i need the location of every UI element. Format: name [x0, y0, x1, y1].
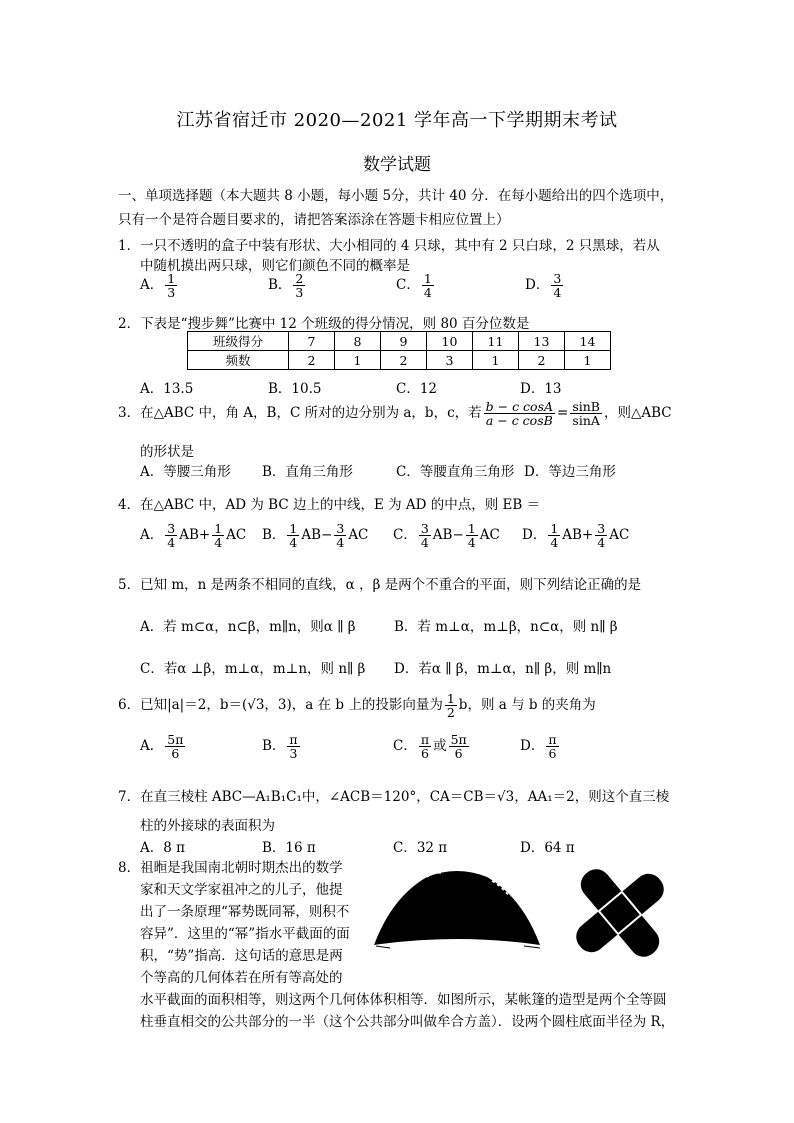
q5-option-b: B．若 m⊥α，m⊥β，n⊂α，则 n∥ β	[394, 619, 618, 635]
fraction: $\frac{3}{4}$	[336, 521, 345, 551]
q7-stem-2: 柱的外接球的表面积为	[140, 818, 275, 834]
table-cell: 1	[335, 351, 381, 370]
section-instructions-2: 只有一个是符合题目要求的，请把答案添涂在答题卡相应位置上）	[118, 212, 510, 228]
q1-stem-2: 中随机摸出两只球，则它们颜色不同的概率是	[140, 258, 410, 274]
q3-option-d: D．等边三角形	[524, 464, 616, 480]
table-cell: 14	[565, 332, 611, 351]
vector-label: AB	[562, 527, 582, 544]
table-cell: 11	[473, 332, 519, 351]
fraction: $\frac{1}{4}$	[423, 271, 432, 301]
fraction: $\frac{\text{b − c cosA}}{\text{a − c cosB}}$	[485, 399, 554, 429]
q8-line-4: 容异”．这里的“幂”指水平截面的面	[140, 926, 350, 942]
option-label: C．	[393, 527, 417, 544]
q4-option-a	[140, 522, 246, 549]
q7-option-b: B．16 π	[262, 840, 316, 856]
q3-stem-2: 的形状是	[140, 444, 194, 460]
option-label: B．	[268, 277, 292, 294]
q4-option-d	[522, 522, 629, 549]
q1-option-a	[140, 272, 179, 299]
q1-option-b	[268, 272, 307, 299]
fraction: $\frac{3}{4}$	[553, 271, 562, 301]
q1-option-d	[525, 272, 565, 299]
q6-option-b	[262, 733, 302, 760]
page-subtitle: 数学试题	[363, 155, 431, 175]
q4-stem: 4．在△ABC 中，AD 为 BC 边上的中线，E 为 AD 的中点，则 EB ＝	[118, 497, 541, 513]
table-cell: 2	[289, 351, 335, 370]
fraction: $\frac{3}{4}$	[420, 521, 429, 551]
vector-label: AC	[479, 527, 500, 544]
q7-option-a: A．8 π	[140, 840, 186, 856]
q8-line-5: 积，“势”指高．这句话的意思是两	[140, 948, 343, 964]
q8-line-7: 水平截面的面积相等，则这两个几何体体积相等．如图所示，某帐篷的造型是两个全等圆	[140, 992, 667, 1008]
q3-stem-text: ，则△ABC	[603, 405, 672, 422]
q6-stem-text: b，则 a 与 b 的夹角为	[458, 697, 596, 714]
q6-option-d	[520, 733, 561, 760]
table-cell: 13	[519, 332, 565, 351]
fraction: $\frac{1}{3}$	[167, 271, 176, 301]
equals-sign: =	[557, 405, 569, 422]
fraction: $\frac{1}{4}$	[467, 521, 476, 551]
score-table	[187, 331, 611, 370]
option-label: D．	[522, 527, 547, 544]
q8-line-3: 出了一条原理“幂势既同幂，则积不	[140, 904, 350, 920]
q2-option-b: B．10.5	[268, 381, 322, 397]
vector-label: AC	[609, 527, 630, 544]
q5-option-a: A．若 m⊂α，n⊂β，m∥n，则α ∥ β	[140, 619, 356, 635]
table-cell: 10	[427, 332, 473, 351]
option-label: D．	[520, 738, 545, 755]
q7-stem-1: 7．在直三棱柱 ABC—A₁B₁C₁中，∠ACB＝120°，CA＝CB＝√3，AA₁＝2，则这个直三棱	[118, 789, 670, 805]
vector-label: AC	[348, 527, 369, 544]
fraction: $\frac{\pi}{6}$	[420, 732, 430, 762]
q8-line-8: 柱垂直相交的公共部分的一半（这个公共部分叫做牟合方盖）．设两个圆柱底面半径为 R，	[140, 1014, 675, 1030]
tent-figure	[372, 867, 542, 951]
q3-option-c: C．等腰直角三角形	[396, 464, 515, 480]
fraction: $\frac{1}{2}$	[446, 691, 455, 721]
option-label: C．	[396, 277, 420, 294]
q2-option-a: A．13.5	[140, 381, 194, 397]
option-label: C．	[393, 738, 417, 755]
fraction: $\frac{1}{4}$	[550, 521, 559, 551]
q3-stem-text: 3．在△ABC 中，角 A，B，C 所对的边分别为 a，b，c，若	[118, 405, 482, 422]
q2-option-d: D．13	[520, 381, 562, 397]
q6-stem-text: 6．已知|a|＝2，b＝(√3，3)，a 在 b 上的投影向量为	[118, 697, 443, 714]
operator: −	[452, 527, 464, 544]
fraction: $\frac{1}{4}$	[214, 521, 223, 551]
q5-stem: 5．已知 m，n 是两条不相同的直线，α ，β 是两个不重合的平面，则下列结论正确的是	[118, 577, 642, 593]
fraction: $\frac{3}{4}$	[167, 521, 176, 551]
q6-stem	[118, 692, 596, 719]
q3-option-a: A．等腰三角形	[140, 464, 231, 480]
q3-stem-1	[118, 400, 672, 427]
intersecting-cylinders-figure	[560, 858, 680, 968]
fraction: $\frac{\pi}{6}$	[548, 732, 557, 762]
fraction: $\frac{\sin B}{\sin A}$	[572, 399, 600, 429]
table-cell: 1	[473, 351, 519, 370]
operator: +	[581, 527, 594, 544]
operator: −	[321, 527, 333, 544]
table-cell: 7	[289, 332, 335, 351]
q3-option-b: B．直角三角形	[262, 464, 353, 480]
fraction: $\frac{5\pi}{6}$	[167, 732, 184, 762]
table-cell: 1	[565, 351, 611, 370]
fraction: $\frac{2}{3}$	[295, 271, 304, 301]
table-row	[188, 351, 611, 370]
q8-line-1: 8．祖暅是我国南北朝时期杰出的数学	[118, 860, 343, 876]
fraction: $\frac{3}{4}$	[597, 521, 606, 551]
q8-line-6: 个等高的几何体若在所有等高处的	[140, 970, 343, 986]
vector-label: AC	[226, 527, 247, 544]
section-instructions-1: 一、单项选择题（本大题共 8 小题，每小题 5分，共计 40 分．在每小题给出的四个选项中，	[118, 188, 674, 204]
table-row	[188, 332, 611, 351]
page-title: 江苏省宿迁市 2020—2021 学年高一下学期期末考试	[176, 110, 618, 131]
q8-line-2: 家和天文学家祖冲之的儿子，他提	[140, 882, 343, 898]
fraction: $\frac{\pi}{3}$	[289, 732, 298, 762]
table-cell: 3	[427, 351, 473, 370]
or-text: 或	[433, 738, 447, 755]
q1-stem-1: 1．一只不透明的盒子中装有形状、大小相同的 4 只球，其中有 2 只白球，2 只黑球，若从	[118, 238, 660, 254]
operator: +	[198, 527, 211, 544]
table-cell: 2	[519, 351, 565, 370]
q6-option-c	[393, 733, 471, 760]
table-header-cell: 班级得分	[188, 332, 289, 351]
vector-label: AB	[432, 527, 453, 544]
table-header-cell: 频数	[188, 351, 289, 370]
table-cell: 2	[381, 351, 427, 370]
q7-option-d: D．64 π	[520, 840, 575, 856]
q2-stem: 2．下表是“搜步舞”比赛中 12 个班级的得分情况，则 80 百分位数是	[118, 316, 530, 332]
table-cell: 8	[335, 332, 381, 351]
option-label: B．	[262, 738, 286, 755]
q2-option-c: C．12	[396, 381, 438, 397]
vector-label: AB	[301, 527, 322, 544]
option-label: D．	[525, 277, 550, 294]
table-cell: 9	[381, 332, 427, 351]
q5-option-d: D．若α ∥ β，m⊥α，n∥ β，则 m∥n	[394, 661, 612, 677]
fraction: $\frac{5\pi}{6}$	[450, 732, 467, 762]
q6-option-a	[140, 733, 187, 760]
q5-option-c: C．若α ⊥β，m⊥α，m⊥n，则 n∥ β	[140, 661, 366, 677]
q4-option-c	[393, 522, 500, 549]
option-label: A．	[140, 738, 164, 755]
vector-label: AB	[179, 527, 199, 544]
q1-option-c	[396, 272, 436, 299]
option-label: A．	[140, 527, 164, 544]
option-label: A．	[140, 277, 164, 294]
q4-option-b	[262, 522, 368, 549]
fraction: $\frac{1}{4}$	[289, 521, 298, 551]
option-label: B．	[262, 527, 286, 544]
q7-option-c: C．32 π	[393, 840, 448, 856]
